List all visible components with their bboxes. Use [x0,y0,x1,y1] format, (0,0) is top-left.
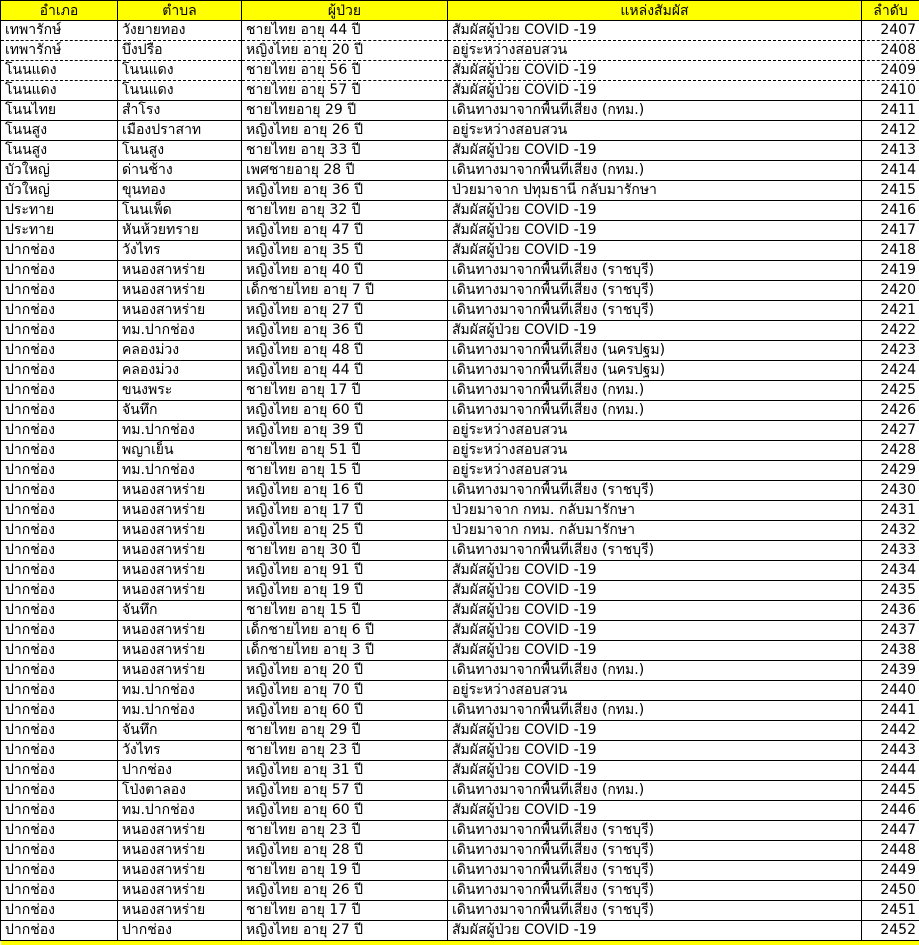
order-cell: 2411 [862,101,919,121]
table-row [1,321,919,341]
source-cell: สัมผัสผู้ป่วย COVID -19 [448,581,862,601]
subdistrict-cell: หนองสาหร่าย [118,281,242,301]
subdistrict-cell: หนองสาหร่าย [118,821,242,841]
table-row [1,361,919,381]
table-row [1,41,919,61]
source-cell: เดินทางมาจากพื้นที่เสี่ยง (กทม.) [448,401,862,421]
subdistrict-cell: หนองสาหร่าย [118,861,242,881]
district-cell: ปากช่อง [1,581,118,601]
subdistrict-cell: จันทึก [118,401,242,421]
subdistrict-cell: ขนงพระ [118,381,242,401]
patient-cell: หญิงไทย อายุ 40 ปี [242,261,448,281]
order-cell: 2446 [862,801,919,821]
source-cell: เดินทางมาจากพื้นที่เสี่ยง (ราชบุรี) [448,901,862,921]
patient-cell: หญิงไทย อายุ 57 ปี [242,781,448,801]
table-body [1,21,919,945]
subdistrict-cell: หนองสาหร่าย [118,301,242,321]
patient-cell: หญิงไทย อายุ 60 ปี [242,401,448,421]
patient-cell: เด็กชายไทย อายุ 7 ปี [242,281,448,301]
subdistrict-cell: ปากช่อง [118,761,242,781]
subdistrict-cell: วังยายทอง [118,21,242,41]
patient-cell: หญิงไทย อายุ 20 ปี [242,661,448,681]
patient-cell: ชายไทย อายุ 23 ปี [242,741,448,761]
district-cell: ปากช่อง [1,481,118,501]
patient-cell: หญิงไทย อายุ 31 ปี [242,761,448,781]
source-cell: เดินทางมาจากพื้นที่เสี่ยง (ราชบุรี) [448,821,862,841]
subdistrict-cell: เมืองปราสาท [118,121,242,141]
patient-cell: ชายไทย อายุ 17 ปี [242,901,448,921]
order-cell: 2451 [862,901,919,921]
order-cell: 2433 [862,541,919,561]
table-row [1,841,919,861]
order-cell: 2434 [862,561,919,581]
district-cell: ปากช่อง [1,641,118,661]
patient-cell: ชายไทยอายุ 29 ปี [242,101,448,121]
patient-cell: ชายไทย อายุ 15 ปี [242,601,448,621]
patient-cell: หญิงไทย อายุ 36 ปี [242,321,448,341]
patient-cell: ชายไทย อายุ 56 ปี [242,61,448,81]
subdistrict-cell: ทม.ปากช่อง [118,321,242,341]
table-row [1,581,919,601]
patient-cell: หญิงไทย อายุ 36 ปี [242,181,448,201]
district-cell: ปากช่อง [1,721,118,741]
order-cell: 2412 [862,121,919,141]
table-row [1,401,919,421]
subdistrict-cell: บึงปรือ [118,41,242,61]
patient-cell: ชายไทย อายุ 23 ปี [242,821,448,841]
header-district: อำเภอ [1,1,118,21]
source-cell: สัมผัสผู้ป่วย COVID -19 [448,221,862,241]
subdistrict-cell: หนองสาหร่าย [118,881,242,901]
table-row [1,881,919,901]
source-cell: เดินทางมาจากพื้นที่เสี่ยง (นครปฐม) [448,341,862,361]
subdistrict-cell: หนองสาหร่าย [118,261,242,281]
order-cell: 2410 [862,81,919,101]
district-cell: ปากช่อง [1,841,118,861]
source-cell: เดินทางมาจากพื้นที่เสี่ยง (กทม.) [448,161,862,181]
source-cell: เดินทางมาจากพื้นที่เสี่ยง (ราชบุรี) [448,541,862,561]
district-cell: ประทาย [1,201,118,221]
patient-cell: หญิงไทย อายุ 47 ปี [242,221,448,241]
district-cell: ปากช่อง [1,281,118,301]
district-cell: บัวใหญ่ [1,181,118,201]
patient-cell: ชายไทย อายุ 15 ปี [242,461,448,481]
order-cell: 2435 [862,581,919,601]
order-cell: 2452 [862,921,919,941]
table-row [1,861,919,881]
order-cell: 2447 [862,821,919,841]
subdistrict-cell: จันทึก [118,601,242,621]
source-cell: อยู่ระหว่างสอบสวน [448,441,862,461]
district-cell: ปากช่อง [1,761,118,781]
source-cell: เดินทางมาจากพื้นที่เสี่ยง (กทม.) [448,701,862,721]
source-cell: เดินทางมาจากพื้นที่เสี่ยง (ราชบุรี) [448,301,862,321]
patient-cell: หญิงไทย อายุ 70 ปี [242,681,448,701]
subdistrict-cell: โนนแดง [118,61,242,81]
source-cell: อยู่ระหว่างสอบสวน [448,421,862,441]
district-cell: ปากช่อง [1,521,118,541]
subdistrict-cell: หนองสาหร่าย [118,481,242,501]
patient-cell: หญิงไทย อายุ 39 ปี [242,421,448,441]
subdistrict-cell: พญาเย็น [118,441,242,461]
table-row [1,261,919,281]
table-row [1,801,919,821]
table-row [1,701,919,721]
patient-cell: หญิงไทย อายุ 19 ปี [242,581,448,601]
table-row [1,121,919,141]
district-cell: โนนไทย [1,101,118,121]
table-row [1,521,919,541]
subdistrict-cell: หนองสาหร่าย [118,641,242,661]
source-cell: อยู่ระหว่างสอบสวน [448,41,862,61]
header-source: แหล่งสัมผัส [448,1,862,21]
patient-cell: หญิงไทย อายุ 20 ปี [242,41,448,61]
district-cell: ปากช่อง [1,441,118,461]
table-row [1,101,919,121]
source-cell: สัมผัสผู้ป่วย COVID -19 [448,801,862,821]
district-cell: ปากช่อง [1,381,118,401]
subdistrict-cell: ทม.ปากช่อง [118,461,242,481]
table-row [1,441,919,461]
table-row [1,501,919,521]
district-cell: ปากช่อง [1,621,118,641]
district-cell: โนนสูง [1,121,118,141]
subdistrict-cell: หนองสาหร่าย [118,621,242,641]
source-cell: สัมผัสผู้ป่วย COVID -19 [448,741,862,761]
patient-cell: หญิงไทย อายุ 16 ปี [242,481,448,501]
district-cell: ปากช่อง [1,461,118,481]
subdistrict-cell: ขุนทอง [118,181,242,201]
table-row [1,341,919,361]
district-cell: ปากช่อง [1,921,118,941]
table-row [1,241,919,261]
subdistrict-cell: โป่งตาลอง [118,781,242,801]
order-cell: 2413 [862,141,919,161]
subdistrict-cell: หนองสาหร่าย [118,841,242,861]
patient-cell: ชายไทย อายุ 19 ปี [242,861,448,881]
patient-cell: หญิงไทย อายุ 28 ปี [242,841,448,861]
district-cell: ปากช่อง [1,501,118,521]
order-cell: 2407 [862,21,919,41]
source-cell: สัมผัสผู้ป่วย COVID -19 [448,641,862,661]
order-cell: 2443 [862,741,919,761]
order-cell: 2425 [862,381,919,401]
source-cell: เดินทางมาจากพื้นที่เสี่ยง (กทม.) [448,781,862,801]
source-cell: สัมผัสผู้ป่วย COVID -19 [448,241,862,261]
table-row [1,661,919,681]
patient-cell: ชายไทย อายุ 33 ปี [242,141,448,161]
table-row [1,201,919,221]
patient-cell: หญิงไทย อายุ 26 ปี [242,881,448,901]
district-cell: ปากช่อง [1,781,118,801]
table-row [1,641,919,661]
source-cell: เดินทางมาจากพื้นที่เสี่ยง (กทม.) [448,661,862,681]
table-row [1,481,919,501]
source-cell: ป่วยมาจาก ปทุมธานี กลับมารักษา [448,181,862,201]
subdistrict-cell: หนองสาหร่าย [118,501,242,521]
patient-cell: หญิงไทย อายุ 17 ปี [242,501,448,521]
patient-cell: ชายไทย อายุ 44 ปี [242,21,448,41]
patient-cell: หญิงไทย อายุ 26 ปี [242,121,448,141]
table-row [1,381,919,401]
patient-cell: ชายไทย อายุ 51 ปี [242,441,448,461]
order-cell: 2431 [862,501,919,521]
district-cell: บัวใหญ่ [1,161,118,181]
source-cell: เดินทางมาจากพื้นที่เสี่ยง (กทม.) [448,381,862,401]
source-cell: เดินทางมาจากพื้นที่เสี่ยง (ราชบุรี) [448,861,862,881]
subdistrict-cell: ทม.ปากช่อง [118,801,242,821]
district-cell: ปากช่อง [1,901,118,921]
table-row [1,181,919,201]
header-row [1,1,919,21]
source-cell: ป่วยมาจาก กทม. กลับมารักษา [448,521,862,541]
patient-cell: เพศชายอายุ 28 ปี [242,161,448,181]
patient-cell: หญิงไทย อายุ 60 ปี [242,701,448,721]
subdistrict-cell: วังไทร [118,241,242,261]
district-cell: โนนแดง [1,61,118,81]
order-cell: 2429 [862,461,919,481]
district-cell: โนนสูง [1,141,118,161]
subdistrict-cell: ทม.ปากช่อง [118,681,242,701]
patient-cell: เด็กชายไทย อายุ 3 ปี [242,641,448,661]
source-cell: สัมผัสผู้ป่วย COVID -19 [448,61,862,81]
table-row [1,461,919,481]
district-cell: เทพารักษ์ [1,41,118,61]
subdistrict-cell: วังไทร [118,741,242,761]
source-cell: เดินทางมาจากพื้นที่เสี่ยง (ราชบุรี) [448,481,862,501]
table-row [1,421,919,441]
order-cell: 2408 [862,41,919,61]
subdistrict-cell: หันห้วยทราย [118,221,242,241]
district-cell: ประทาย [1,221,118,241]
source-cell: สัมผัสผู้ป่วย COVID -19 [448,621,862,641]
order-cell: 2444 [862,761,919,781]
table-row [1,601,919,621]
source-cell: สัมผัสผู้ป่วย COVID -19 [448,81,862,101]
source-cell: สัมผัสผู้ป่วย COVID -19 [448,561,862,581]
subdistrict-cell: ด่านช้าง [118,161,242,181]
source-cell: สัมผัสผู้ป่วย COVID -19 [448,201,862,221]
order-cell: 2418 [862,241,919,261]
order-cell: 2426 [862,401,919,421]
patient-cell: เด็กชายไทย อายุ 6 ปี [242,621,448,641]
header-order: ลำดับ [862,1,919,21]
subdistrict-cell: หนองสาหร่าย [118,521,242,541]
district-cell: ปากช่อง [1,321,118,341]
district-cell: ปากช่อง [1,661,118,681]
district-cell: ปากช่อง [1,681,118,701]
table-row [1,281,919,301]
district-cell: โนนแดง [1,81,118,101]
source-cell: สัมผัสผู้ป่วย COVID -19 [448,761,862,781]
source-cell: เดินทางมาจากพื้นที่เสี่ยง (กทม.) [448,101,862,121]
order-cell: 2420 [862,281,919,301]
source-cell: สัมผัสผู้ป่วย COVID -19 [448,141,862,161]
order-cell: 2419 [862,261,919,281]
table-row [1,561,919,581]
order-cell: 2437 [862,621,919,641]
source-cell: สัมผัสผู้ป่วย COVID -19 [448,601,862,621]
order-cell: 2416 [862,201,919,221]
header-patient: ผู้ป่วย [242,1,448,21]
district-cell: ปากช่อง [1,821,118,841]
patient-cell: ชายไทย อายุ 17 ปี [242,381,448,401]
subdistrict-cell: หนองสาหร่าย [118,901,242,921]
patient-cell: หญิงไทย อายุ 35 ปี [242,241,448,261]
order-cell: 2441 [862,701,919,721]
district-cell: ปากช่อง [1,421,118,441]
subdistrict-cell: หนองสาหร่าย [118,541,242,561]
order-cell: 2424 [862,361,919,381]
patient-cell: หญิงไทย อายุ 60 ปี [242,801,448,821]
district-cell: ปากช่อง [1,541,118,561]
order-cell: 2436 [862,601,919,621]
table-row [1,781,919,801]
order-cell: 2414 [862,161,919,181]
patient-cell: หญิงไทย อายุ 27 ปี [242,921,448,941]
subdistrict-cell: หนองสาหร่าย [118,561,242,581]
source-cell: อยู่ระหว่างสอบสวน [448,681,862,701]
patient-cell: หญิงไทย อายุ 25 ปี [242,521,448,541]
patient-cell: หญิงไทย อายุ 44 ปี [242,361,448,381]
subdistrict-cell: จันทึก [118,721,242,741]
source-cell: เดินทางมาจากพื้นที่เสี่ยง (ราชบุรี) [448,881,862,901]
source-cell: เดินทางมาจากพื้นที่เสี่ยง (ราชบุรี) [448,261,862,281]
patient-cell: ชายไทย อายุ 30 ปี [242,541,448,561]
patient-cell: ชายไทย อายุ 29 ปี [242,721,448,741]
order-cell: 2449 [862,861,919,881]
district-cell: ปากช่อง [1,881,118,901]
district-cell: ปากช่อง [1,561,118,581]
source-cell: สัมผัสผู้ป่วย COVID -19 [448,321,862,341]
patient-cell: หญิงไทย อายุ 27 ปี [242,301,448,321]
table-row [1,221,919,241]
district-cell: ปากช่อง [1,601,118,621]
order-cell: 2445 [862,781,919,801]
subdistrict-cell: คลองม่วง [118,361,242,381]
order-cell: 2423 [862,341,919,361]
subdistrict-cell: หนองสาหร่าย [118,581,242,601]
order-cell: 2442 [862,721,919,741]
table-row [1,721,919,741]
order-cell: 2430 [862,481,919,501]
district-cell: ปากช่อง [1,701,118,721]
source-cell: สัมผัสผู้ป่วย COVID -19 [448,921,862,941]
district-cell: ปากช่อง [1,741,118,761]
table-row [1,621,919,641]
source-cell: สัมผัสผู้ป่วย COVID -19 [448,721,862,741]
source-cell: เดินทางมาจากพื้นที่เสี่ยง (ราชบุรี) [448,281,862,301]
source-cell: ป่วยมาจาก กทม. กลับมารักษา [448,501,862,521]
district-cell: ปากช่อง [1,401,118,421]
table-header [1,1,919,21]
patient-cell: หญิงไทย อายุ 48 ปี [242,341,448,361]
table-row [1,301,919,321]
order-cell: 2417 [862,221,919,241]
table-row [1,21,919,41]
source-cell: เดินทางมาจากพื้นที่เสี่ยง (ราชบุรี) [448,841,862,861]
order-cell: 2415 [862,181,919,201]
order-cell: 2409 [862,61,919,81]
table-row [1,541,919,561]
order-cell: 2440 [862,681,919,701]
subdistrict-cell: ทม.ปากช่อง [118,421,242,441]
subdistrict-cell: หนองสาหร่าย [118,661,242,681]
district-cell: ปากช่อง [1,261,118,281]
order-cell: 2428 [862,441,919,461]
subdistrict-cell: โนนแดง [118,81,242,101]
order-cell: 2421 [862,301,919,321]
district-cell: ปากช่อง [1,361,118,381]
district-cell: ปากช่อง [1,861,118,881]
patient-cell: ชายไทย อายุ 57 ปี [242,81,448,101]
table-row [1,681,919,701]
order-cell: 2439 [862,661,919,681]
district-cell: ปากช่อง [1,301,118,321]
table-row [1,161,919,181]
district-cell: ปากช่อง [1,341,118,361]
subdistrict-cell: ปากช่อง [118,921,242,941]
subdistrict-cell: ทม.ปากช่อง [118,701,242,721]
table-row [1,141,919,161]
order-cell: 2422 [862,321,919,341]
order-cell: 2448 [862,841,919,861]
district-cell: ปากช่อง [1,241,118,261]
order-cell: 2438 [862,641,919,661]
source-cell: อยู่ระหว่างสอบสวน [448,121,862,141]
district-cell: เทพารักษ์ [1,21,118,41]
table-row [1,61,919,81]
table-row [1,761,919,781]
subdistrict-cell: คลองม่วง [118,341,242,361]
patient-cell: ชายไทย อายุ 32 ปี [242,201,448,221]
order-cell: 2450 [862,881,919,901]
subdistrict-cell: โนนเพ็ด [118,201,242,221]
table-row [1,901,919,921]
source-cell: สัมผัสผู้ป่วย COVID -19 [448,21,862,41]
header-subdistrict: ตำบล [118,1,242,21]
subdistrict-cell: โนนสูง [118,141,242,161]
table-row [1,741,919,761]
order-cell: 2432 [862,521,919,541]
source-cell: เดินทางมาจากพื้นที่เสี่ยง (นครปฐม) [448,361,862,381]
patient-cell: หญิงไทย อายุ 91 ปี [242,561,448,581]
district-cell: ปากช่อง [1,801,118,821]
source-cell: อยู่ระหว่างสอบสวน [448,461,862,481]
table-row [1,81,919,101]
table-row [1,921,919,941]
order-cell: 2427 [862,421,919,441]
table-row [1,821,919,841]
subdistrict-cell: สำโรง [118,101,242,121]
